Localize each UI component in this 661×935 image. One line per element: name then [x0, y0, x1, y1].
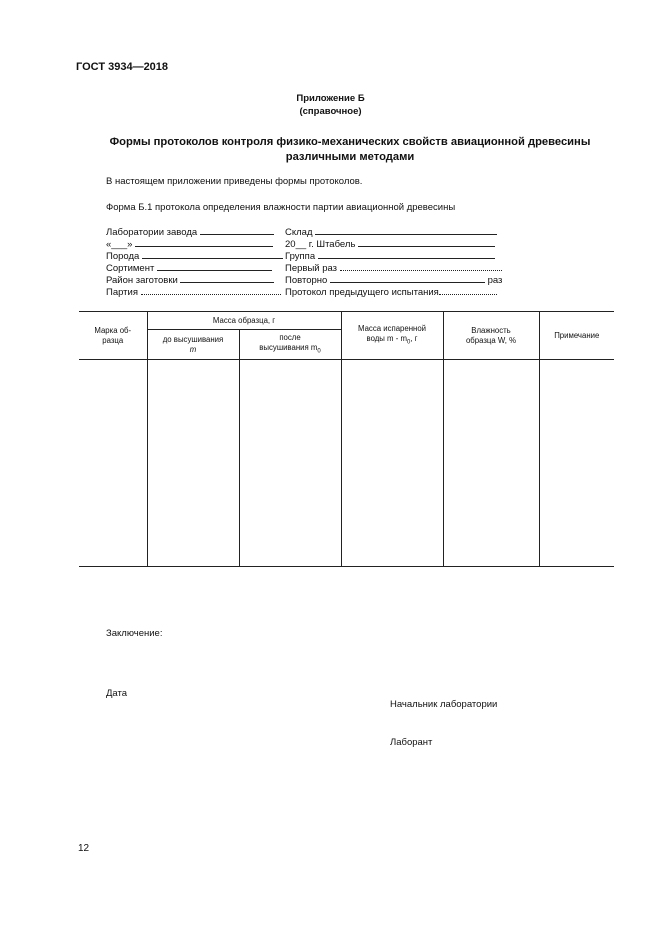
- field-grade: [106, 262, 272, 274]
- col-evap-header: [341, 312, 443, 360]
- field-group-blank: [318, 250, 495, 259]
- humidity-protocol-table: [79, 311, 614, 567]
- standard-header: ГОСТ 3934—2018: [76, 61, 169, 73]
- field-batch: [106, 286, 281, 298]
- col-mark-line1: Марка об-: [94, 325, 132, 335]
- col-humidity-line1: Влажность: [471, 325, 511, 335]
- col-evap-line2: воды m - $m_0$, г: [366, 333, 418, 346]
- table-header-row-1: [79, 312, 614, 330]
- field-region: [106, 274, 274, 286]
- field-date-label: «___»: [106, 239, 133, 250]
- col-mass-header: Масса образца, г: [147, 312, 341, 330]
- field-prev-protocol-blank: [439, 286, 497, 295]
- field-first-time-label: Первый раз: [285, 263, 338, 274]
- col-mark-line2: разца: [102, 335, 124, 345]
- col-after-line2: высушивания $m_0$: [259, 342, 321, 355]
- intro-text: В настоящем приложении приведены формы протоколов.: [106, 176, 363, 187]
- cell-before: [147, 360, 239, 567]
- field-group-label: Группа: [285, 251, 316, 262]
- field-grade-label: Сортимент: [106, 263, 155, 274]
- col-before-line2: m: [189, 344, 197, 354]
- appendix-type: (справочное): [299, 106, 362, 117]
- field-region-label: Район заготовки: [106, 275, 178, 286]
- date-label: Дата: [106, 688, 128, 699]
- col-after-header: [239, 330, 341, 360]
- field-grade-blank: [157, 262, 272, 271]
- head-of-lab-label: Начальник лаборатории: [390, 699, 498, 710]
- field-date-blank: [135, 238, 273, 247]
- cell-mark: [79, 360, 147, 567]
- form-caption: Форма Б.1 протокола определения влажности партии авиационной древесины: [106, 202, 456, 213]
- field-repeat: [285, 274, 502, 286]
- cell-note: [539, 360, 614, 567]
- field-lab-label: Лаборатории завода: [106, 227, 198, 238]
- field-species-blank: [142, 250, 283, 259]
- cell-evap: [341, 360, 443, 567]
- field-batch-blank: [141, 286, 281, 295]
- table-row: [79, 360, 614, 567]
- field-prev-protocol: [285, 286, 497, 298]
- field-species-label: Порода: [106, 251, 140, 262]
- field-prev-protocol-label: Протокол предыдущего испытания: [285, 287, 439, 298]
- col-before-header: [147, 330, 239, 360]
- field-date: [106, 238, 273, 250]
- main-title-line1: Формы протоколов контроля физико-механических свойств авиационной древесины: [109, 136, 591, 148]
- field-group: [285, 250, 495, 262]
- field-lab-blank: [200, 226, 274, 235]
- field-stack: [285, 238, 495, 250]
- col-after-line1: после: [279, 332, 301, 342]
- field-species: [106, 250, 283, 262]
- col-humidity-line2: образца W, %: [465, 335, 517, 345]
- main-title: [80, 135, 620, 165]
- field-stack-label: 20__ г. Штабель: [285, 239, 356, 250]
- page-number: 12: [78, 843, 90, 854]
- field-lab: [106, 226, 274, 238]
- cell-humidity: [443, 360, 539, 567]
- cell-after: [239, 360, 341, 567]
- field-region-blank: [180, 274, 274, 283]
- field-first-time: [285, 262, 502, 274]
- field-batch-label: Партия: [106, 287, 138, 298]
- field-first-time-blank: [340, 262, 502, 271]
- appendix-title: Приложение Б: [296, 93, 365, 104]
- lab-assistant-label: Лаборант: [390, 737, 433, 748]
- main-title-line2: различными методами: [285, 151, 415, 163]
- field-warehouse-label: Склад: [285, 227, 313, 238]
- field-repeat-label: Повторно: [285, 275, 328, 286]
- col-note-header: Примечание: [539, 312, 614, 360]
- field-warehouse: [285, 226, 497, 238]
- field-repeat-times: раз: [487, 275, 503, 286]
- col-humidity-header: [443, 312, 539, 360]
- col-before-line1: до высушивания: [162, 334, 224, 344]
- col-evap-line1: Масса испаренной: [358, 323, 427, 333]
- col-mark-header: [79, 312, 147, 360]
- field-stack-blank: [358, 238, 495, 247]
- field-repeat-blank: [330, 274, 485, 283]
- conclusion-label: Заключение:: [106, 628, 163, 639]
- field-warehouse-blank: [315, 226, 497, 235]
